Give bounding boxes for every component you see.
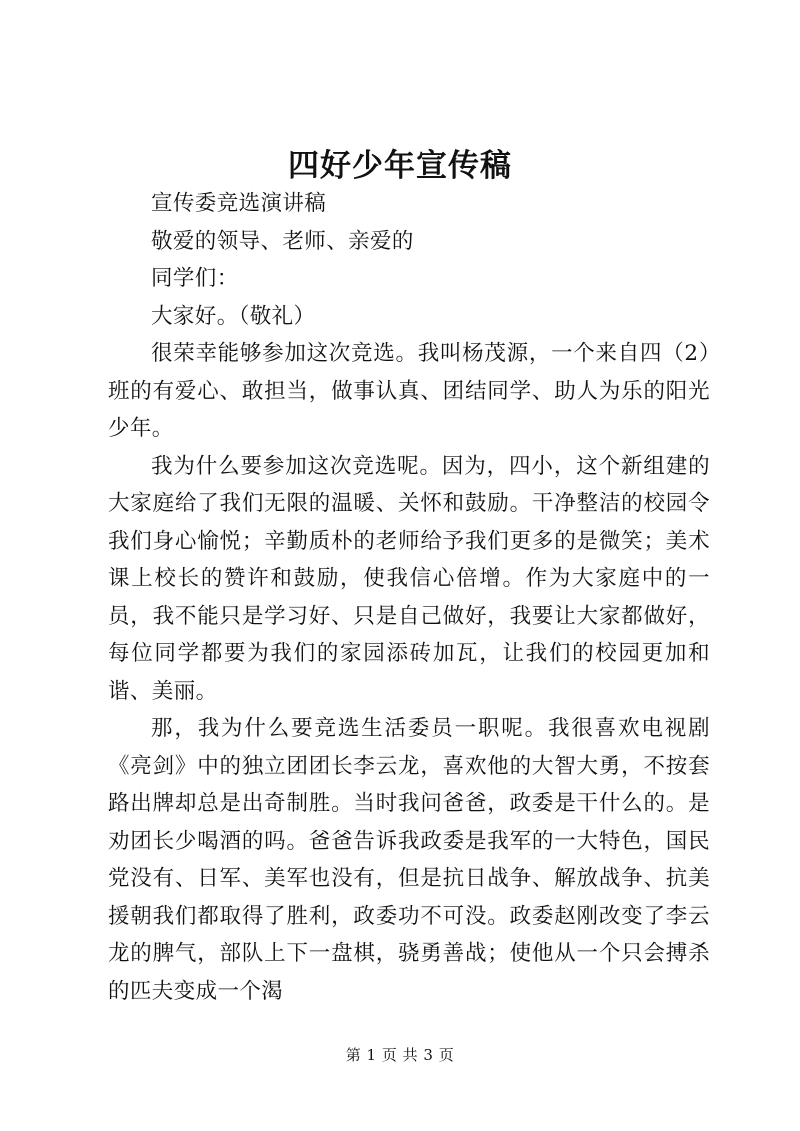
paragraph-greeting: 大家好。（敬礼）	[151, 303, 316, 329]
paragraph-salutation-cont: 同学们：	[151, 266, 239, 291]
page-footer: 第 1 页 共 3 页	[345, 1046, 455, 1064]
paragraph-heading: 宣传委竞选演讲稿	[151, 191, 327, 216]
document-body	[108, 185, 710, 1010]
paragraph-reason: 我为什么要参加这次竞选呢。因为，四小，这个新组建的大家庭给了我们无限的温暖、关怀和鼓励。干净整洁的校园令我们身心愉悦；辛勤质朴的老师给予我们更多的是微笑；美术课上校长的赞许和鼓励，使我信心倍增。作为大家庭中的一员，我不能只是学习好、只是自己做好，我要让大家都做好，每位同学都要为我们的家园添砖加瓦，让我们的校园更加和谐、美丽。	[108, 453, 710, 704]
paragraph-salutation: 敬爱的领导、老师、亲爱的	[151, 228, 414, 254]
document-title: 四好少年宣传稿	[288, 148, 512, 184]
paragraph-intro: 很荣幸能够参加这次竞选。我叫杨茂源，一个来自四（2）班的有爱心、敢担当，做事认真、团结同学、助人为乐的阳光少年。	[108, 341, 710, 441]
paragraph-role: 那，我为什么要竞选生活委员一职呢。我很喜欢电视剧《亮剑》中的独立团团长李云龙，喜欢他的大智大勇，不按套路出牌却总是出奇制胜。当时我问爸爸，政委是干什么的。是劝团长少喝酒的吗。爸爸告诉我政委是我军的一大特色，国民党没有、日军、美军也没有，但是抗日战争、解放战争、抗美援朝我们都取得了胜利，政委功不可没。政委赵刚改变了李云龙的脾气，部队上下一盘棋，骁勇善战；使他从一个只会搏杀的匹夫变成一个渴	[108, 716, 710, 1004]
